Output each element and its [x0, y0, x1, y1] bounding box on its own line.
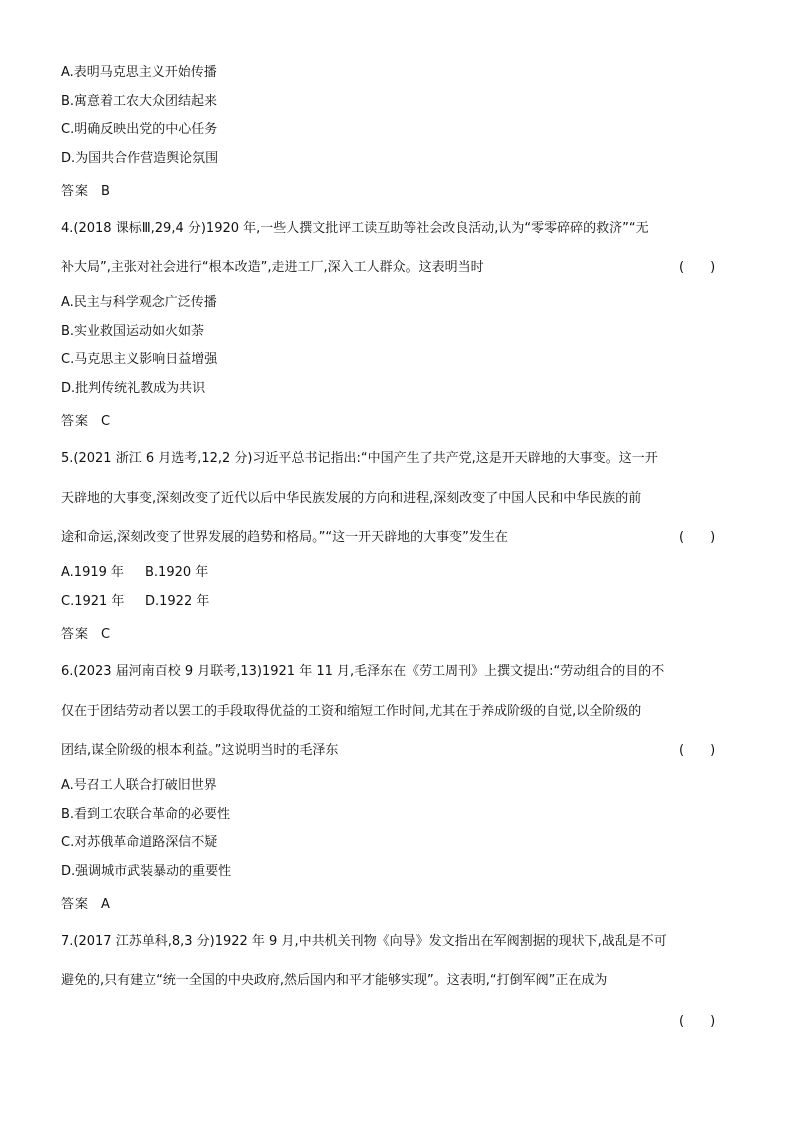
q6-option-b: B.看到工农联合革命的必要性 [61, 807, 231, 822]
answer-value: C [101, 414, 111, 429]
q6-stem-line-1: 6.(2023 届河南百校 9 月联考,13)1921 年 11 月,毛泽东在《劳工周刊》上撰文提出:“劳动组合的目的不 [61, 664, 665, 679]
q4-stem-line-1: 4.(2018 课标Ⅲ,29,4 分)1920 年,一些人撰文批评工读互助等社会改良活动,认为“零零碎碎的救济”“无 [61, 221, 649, 236]
q5-stem-line-3: 途和命运,深刻改变了世界发展的趋势和格局。”“这一开天辟地的大事变”发生在 [61, 530, 508, 545]
q4-option-c: C.马克思主义影响日益增强 [61, 352, 218, 367]
q3-option-b: B.寓意着工农大众团结起来 [61, 94, 218, 109]
q4-answer-blank: ( ) [679, 260, 716, 275]
q5-option-a: A.1919 年 [61, 565, 125, 580]
q3-answer [61, 183, 110, 201]
q6-option-d: D.强调城市武装暴动的重要性 [61, 864, 232, 879]
q3-option-d: D.为国共合作营造舆论氛围 [61, 151, 219, 166]
q7-answer-blank: ( ) [679, 1014, 716, 1029]
q5-answer [61, 626, 110, 644]
q5-option-b: B.1920 年 [145, 565, 209, 580]
answer-label: 答案 [61, 627, 90, 642]
q7-stem-line-1: 7.(2017 江苏单科,8,3 分)1922 年 9 月,中共机关刊物《向导》发文指出在军阀割据的现状下,战乱是不可 [61, 934, 667, 949]
q5-stem-line-2: 天辟地的大事变,深刻改变了近代以后中华民族发展的方向和进程,深刻改变了中国人民和中华民族的前 [61, 491, 642, 506]
q4-stem-line-2: 补大局”,主张对社会进行“根本改造”,走进工厂,深入工人群众。这表明当时 [61, 260, 484, 275]
answer-value: A [101, 897, 110, 912]
q4-answer [61, 413, 110, 431]
q5-option-d: D.1922 年 [145, 594, 210, 609]
q3-option-a: A.表明马克思主义开始传播 [61, 65, 217, 80]
q4-option-b: B.实业救国运动如火如荼 [61, 324, 205, 339]
q6-answer-blank: ( ) [679, 743, 716, 758]
q4-option-a: A.民主与科学观念广泛传播 [61, 295, 217, 310]
q5-answer-blank: ( ) [679, 530, 716, 545]
q7-stem-line-2: 避免的,只有建立“统一全国的中央政府,然后国内和平才能够实现”。这表明,“打倒军阀”正在成为 [61, 973, 608, 988]
answer-label: 答案 [61, 184, 90, 199]
answer-label: 答案 [61, 414, 90, 429]
q6-option-a: A.号召工人联合打破旧世界 [61, 778, 217, 793]
q4-option-d: D.批判传统礼教成为共识 [61, 381, 206, 396]
q6-answer [61, 896, 110, 914]
q6-stem-line-3: 团结,谋全阶级的根本利益。”这说明当时的毛泽东 [61, 743, 339, 758]
answer-label: 答案 [61, 897, 90, 912]
answer-value: B [101, 184, 110, 199]
q6-option-c: C.对苏俄革命道路深信不疑 [61, 835, 218, 850]
q6-stem-line-2: 仅在于团结劳动者以罢工的手段取得优益的工资和缩短工作时间,尤其在于养成阶级的自觉,以全阶级的 [61, 704, 642, 719]
answer-value: C [101, 627, 111, 642]
q5-option-c: C.1921 年 [61, 594, 125, 609]
q3-option-c: C.明确反映出党的中心任务 [61, 122, 218, 137]
q5-stem-line-1: 5.(2021 浙江 6 月选考,12,2 分)习近平总书记指出:“中国产生了共产党,这是开天辟地的大事变。这一开 [61, 451, 658, 466]
